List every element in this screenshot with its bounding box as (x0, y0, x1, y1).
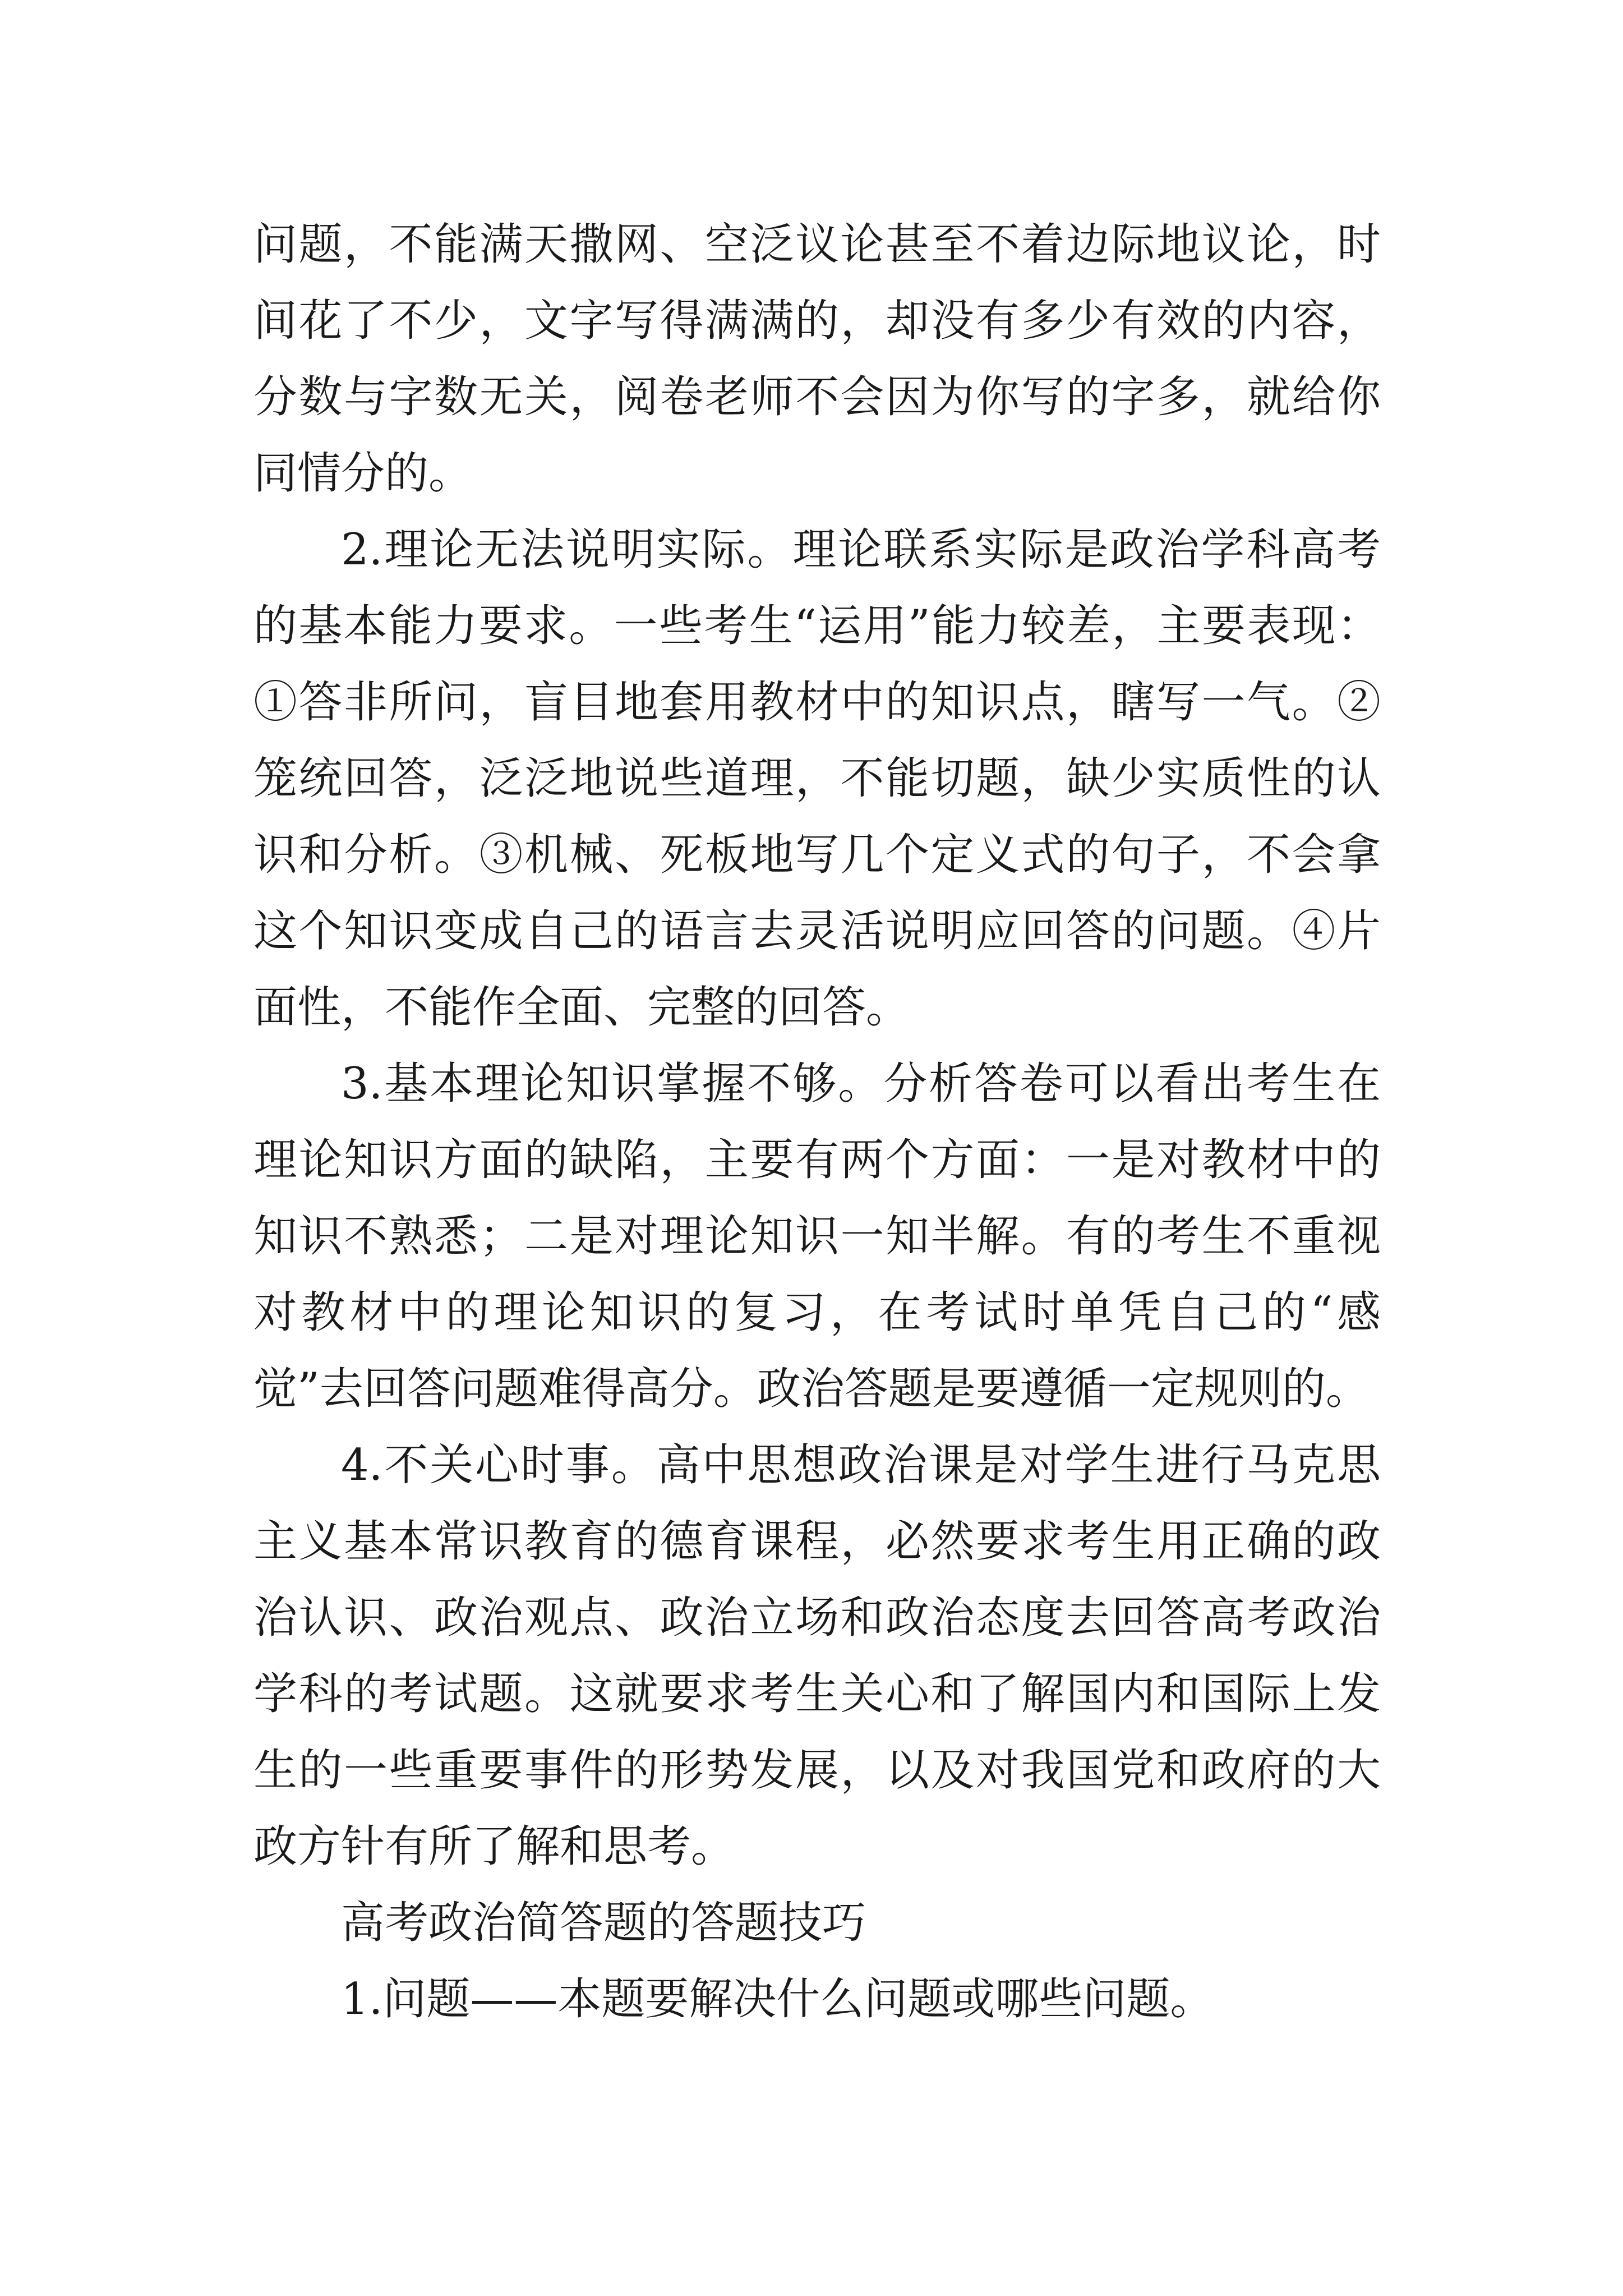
paragraph-continued: 问题，不能满天撒网、空泛议论甚至不着边际地议论，时间花了不少，文字写得满满的，却没有多少有效的内容，分数与字数无关，阅卷老师不会因为你写的字多，就给你同情分的。 (253, 219, 1381, 499)
paragraph-point-3: 3.基本理论知识掌握不够。分析答卷可以看出考生在理论知识方面的缺陷，主要有两个方面：一是对教材中的知识不熟悉；二是对理论知识一知半解。有的考生不重视对教材中的理论知识的复习，在考试时单凭自己的“感觉”去回答问题难得高分。政治答题是要遵循一定规则的。 (253, 1059, 1381, 1414)
section-heading: 高考政治简答题的答题技巧 (341, 1898, 866, 1948)
document-body (253, 206, 1381, 2037)
paragraph-tip-1: 1.问题——本题要解决什么问题或哪些问题。 (341, 1974, 1214, 2024)
paragraph-point-2: 2.理论无法说明实际。理论联系实际是政治学科高考的基本能力要求。一些考生“运用”能力较差，主要表现：①答非所问，盲目地套用教材中的知识点，瞎写一气。②笼统回答，泛泛地说些道理，不能切题，缺少实质性的认识和分析。③机械、死板地写几个定义式的句子，不会拿这个知识变成自己的语言去灵活说明应回答的问题。④片面性，不能作全面、完整的回答。 (253, 524, 1381, 1033)
paragraph-point-4: 4.不关心时事。高中思想政治课是对学生进行马克思主义基本常识教育的德育课程，必然要求考生用正确的政治认识、政治观点、政治立场和政治态度去回答高考政治学科的考试题。这就要求考生关心和了解国内和国际上发生的一些重要事件的形势发展，以及对我国党和政府的大政方针有所了解和思考。 (253, 1440, 1381, 1872)
